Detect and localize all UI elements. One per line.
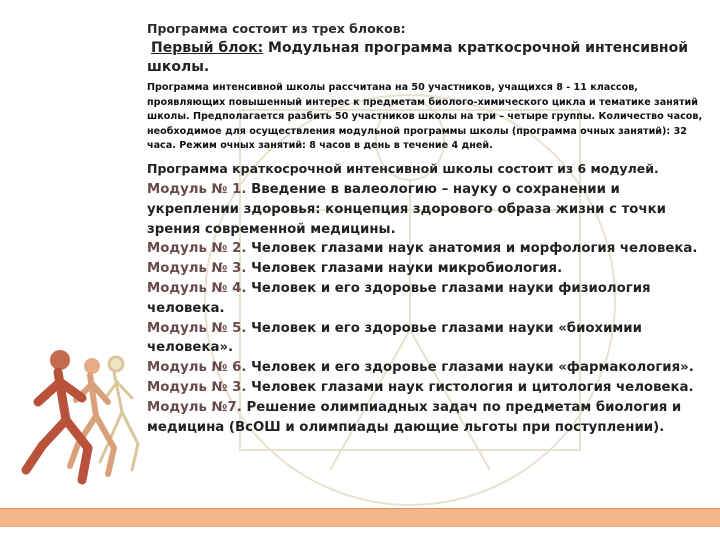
module-label: Модуль № 6. (147, 360, 247, 376)
module-label: Модуль № 1. (147, 181, 247, 197)
module-label: Модуль № 2. (147, 241, 247, 257)
module-text: Человек и его здоровье глазами науки физиология человека. (147, 280, 651, 316)
module-text: Человек глазами науки микробиология. (246, 261, 563, 277)
block1-label: Первый блок: (151, 40, 264, 56)
module-item (147, 239, 707, 259)
module-label: Модуль №7. (147, 399, 242, 415)
module-text: Человек глазами наук гистология и цитология человека. (246, 379, 694, 395)
running-anatomy-figures-icon (4, 320, 154, 500)
module-item (147, 259, 707, 279)
module-label: Модуль № 4. (147, 280, 247, 296)
footer-strip (0, 527, 720, 540)
module-text: Человек и его здоровье глазами науки «фармакология». (246, 360, 694, 376)
module-text: Введение в валеологию – науку о сохранении и укреплении здоровья: концепция здорового образа жизни с точки зрения современной медицины. (147, 181, 666, 237)
module-item (147, 398, 707, 438)
module-text: Человек и его здоровье глазами науки «биохимии человека». (147, 320, 642, 356)
module-text: Человек глазами наук анатомия и морфология человека. (246, 241, 698, 257)
footer-bar (0, 508, 720, 528)
module-item (147, 319, 707, 359)
module-label: Модуль № 3. (147, 261, 247, 277)
modules-list (147, 180, 707, 437)
module-text: Решение олимпиадных задач по предметам биология и медицина (ВсОШ и олимпиады дающие льготы при поступлении). (147, 399, 682, 435)
school-description: Программа интенсивной школы рассчитана на 50 участников, учащихся 8 - 11 классов, проявляющих повышенный интерес к предметам биолого-химического цикла и тематике занятий школы. Предполагается разбить 50 участников школы на три – четыре группы. Количество часов, необходимое для осуществления модульной программы школы (программа очных занятий): 32 часа. Режим очных занятий: 8 часов в день в течение 4 дней. (147, 82, 703, 152)
module-item (147, 279, 707, 319)
slide-content (147, 20, 707, 437)
module-item (147, 378, 707, 398)
module-item (147, 358, 707, 378)
module-item (147, 180, 707, 239)
block1-paragraph (147, 39, 707, 77)
module-label: Модуль № 5. (147, 320, 247, 336)
slide-heading: Программа состоит из трех блоков: (147, 21, 406, 36)
module-label: Модуль № 3. (147, 379, 247, 395)
modules-intro: Программа краткосрочной интенсивной школы состоит из 6 модулей. (147, 160, 659, 176)
block1-text: Модульная программа краткосрочной интенсивной школы. (147, 40, 688, 75)
